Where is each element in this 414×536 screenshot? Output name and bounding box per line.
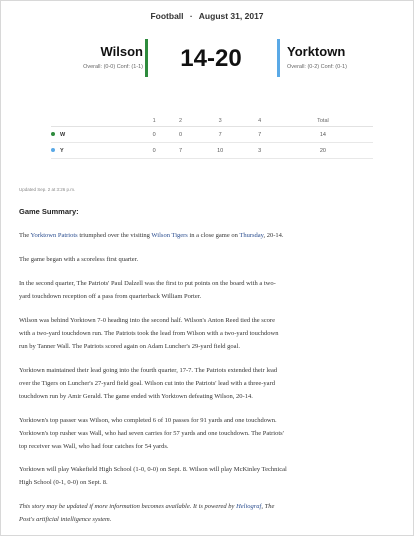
score-cell: 7 (194, 127, 247, 143)
team-cell-w (51, 127, 141, 143)
score-cell: 7 (247, 127, 273, 143)
header-separator: · (189, 11, 193, 21)
updated-timestamp: Updated Sep. 2 at 3:26 p.m. (19, 187, 76, 192)
note-text: Post's artificial intelligence system. (19, 516, 112, 523)
para-line: Yorktown's top rusher was Wall, who had seven carries for 57 yards and one touchdown. The Patriots' (19, 430, 284, 437)
text-span: in a close game on (187, 232, 240, 239)
home-team-name: Wilson (100, 44, 143, 59)
para-line: In the second quarter, The Patriots' Paul Dalzell was the first to put points on the board with a two- (19, 280, 276, 287)
quarter-header-row (51, 116, 373, 127)
powered-by-note (19, 500, 399, 526)
score-cell: 10 (194, 143, 247, 159)
sport-label: Football (150, 11, 184, 21)
quarter-score-table (51, 116, 373, 159)
note-text: , The (261, 503, 275, 510)
score-cell: 7 (167, 143, 193, 159)
wilson-tigers-link[interactable]: Wilson Tigers (151, 232, 188, 239)
home-team-block (75, 44, 143, 70)
game-header (1, 11, 413, 21)
score-cell: 0 (167, 127, 193, 143)
team-abbr: W (60, 131, 66, 138)
table-row (51, 143, 373, 159)
para-line: over the Tigers on Luncher's 27-yard field goal. Wilson cut into the Patriots' lead with a three-yard (19, 380, 275, 387)
para-line: with a two-yard touchdown run. The Patriots took the lead from Wilson with a two-yard touchdown (19, 330, 279, 337)
quarter-header-2: 2 (167, 116, 193, 127)
note-text: This story may be updated if more information becomes available. It is powered by (19, 503, 237, 510)
yorktown-patriots-link[interactable]: Yorktown Patriots (30, 232, 78, 239)
para-line: run by Tanner Wall. The Patriots scored again on Adam Luncher's 29-yard field goal. (19, 343, 240, 350)
para-line: yard touchdown reception off a pass from quarterback William Porter. (19, 293, 202, 300)
quarter-header-total: Total (273, 116, 373, 127)
away-team-block (287, 44, 397, 70)
para-line: Yorktown maintained their lead going into the fourth quarter, 17-7. The Patriots extended their lead (19, 367, 278, 374)
summary-paragraph-1 (19, 229, 399, 242)
away-team-record: Overall: (0-2) Conf: (0-1) (287, 64, 347, 70)
team-abbr: Y (60, 147, 64, 154)
summary-paragraph-2: The game began with a scoreless first quarter. (19, 256, 139, 263)
summary-title: Game Summary: (19, 207, 79, 216)
summary-paragraph-3 (19, 277, 399, 303)
text-span: The (19, 232, 31, 239)
home-team-record: Overall: (0-0) Conf: (1-1) (83, 64, 143, 70)
summary-paragraph-6 (19, 414, 399, 453)
para-line: Yorktown's top passer was Wilson, who completed 6 of 10 passes for 91 yards and one touchdown. (19, 417, 277, 424)
team-dot-icon (51, 148, 55, 152)
para-line: Yorktown will play Wakefield High School (1-0, 0-0) on Sept. 8. Wilson will play McKinley Technical (19, 466, 287, 473)
summary-paragraph-5 (19, 364, 399, 403)
heliograf-link[interactable]: Heliograf (236, 503, 262, 510)
score-cell: 0 (141, 143, 167, 159)
game-date: August 31, 2017 (198, 11, 264, 21)
summary-paragraph-7 (19, 463, 399, 489)
final-score: 14-20 (180, 45, 242, 72)
para-line: touchdown run by Amir Gerald. The game ended with Yorktown defeating Wilson, 20-14. (19, 393, 253, 400)
para-line: Wilson was behind Yorktown 7-0 heading into the second half. Wilson's Anton Reed tied the score (19, 317, 275, 324)
score-cell: 0 (141, 127, 167, 143)
summary-paragraph-4 (19, 314, 399, 353)
team-dot-icon (51, 132, 55, 136)
quarter-header-3: 3 (194, 116, 247, 127)
para-line: top receiver was Wall, who had four catches for 54 yards. (19, 443, 169, 450)
thursday-link[interactable]: Thursday (239, 232, 264, 239)
team-cell-y (51, 143, 141, 159)
table-row (51, 127, 373, 143)
total-cell: 20 (273, 143, 373, 159)
home-team-color-bar (145, 39, 148, 77)
text-span: triumphed over the visiting (77, 232, 152, 239)
quarter-header-team (51, 116, 141, 127)
quarter-header-1: 1 (141, 116, 167, 127)
away-team-name: Yorktown (287, 44, 346, 59)
quarter-header-4: 4 (247, 116, 273, 127)
total-cell: 14 (273, 127, 373, 143)
score-cell: 3 (247, 143, 273, 159)
para-line: High School (0-1, 0-0) on Sept. 8. (19, 479, 108, 486)
away-team-color-bar (277, 39, 280, 77)
text-span: , 20-14. (263, 232, 284, 239)
